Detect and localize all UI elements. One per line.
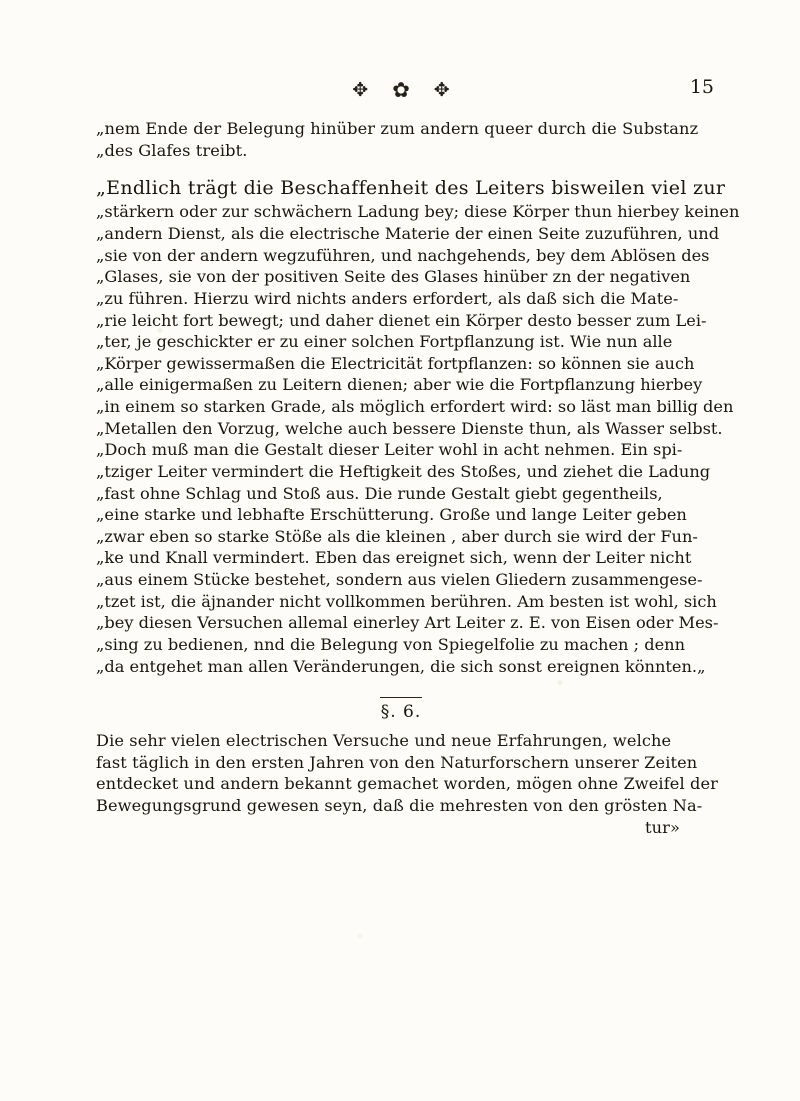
text-line: „des Glafes treibt. xyxy=(96,140,248,160)
text-line: „ke und Knall vermindert. Eben das ereignet sich, wenn der Leiter nicht xyxy=(96,548,692,568)
text-line: „Metallen den Vorzug, welche auch bessere Dienste thun, als Wasser selbst. xyxy=(96,418,723,438)
text-line: Bewegungsgrund gewesen seyn, daß die mehresten von den grösten Na- xyxy=(96,795,703,815)
closing-paragraph xyxy=(96,730,718,839)
text-line: „tziger Leiter vermindert die Heftigkeit des Stoßes, und ziehet die Ladung xyxy=(96,461,711,481)
ornament-right-icon: ✥ xyxy=(433,78,450,101)
top-paragraph xyxy=(96,118,706,161)
text-line: „nem Ende der Belegung hinüber zum andern queer durch die Substanz xyxy=(96,119,699,138)
text-line: „ter, je geschickter er zu einer solchen Fortpflanzung ist. Wie nun alle xyxy=(96,332,673,352)
text-line: „zu führen. Hierzu wird nichts anders erfordert, als daß sich die Mate- xyxy=(96,288,679,308)
text-line: „fast ohne Schlag und Stoß aus. Die runde Gestalt giebt gegentheils, xyxy=(96,483,663,503)
text-line: Die sehr vielen electrischen Versuche und neue Erfahrungen, welche xyxy=(96,731,672,751)
text-line: „andern Dienst, als die electrische Materie der einen Seite zuzuführen, und xyxy=(96,224,720,244)
text-line: „zwar eben so starke Stöße als die kleinen , aber durch sie wird der Fun- xyxy=(96,526,698,546)
text-line: „stärkern oder zur schwächern Ladung bey; diese Körper thun hierbey keinen xyxy=(96,202,740,222)
text-line: „aus einem Stücke bestehet, sondern aus vielen Gliedern zusammengese- xyxy=(96,570,703,590)
section-rule xyxy=(380,697,422,698)
text-line: „rie leicht fort bewegt; und daher dienet ein Körper desto besser zum Lei- xyxy=(96,310,707,330)
text-line: „tzet ist, die äjnander nicht vollkommen berühren. Am besten ist wohl, sich xyxy=(96,591,717,611)
ornament-center-icon: ✿ xyxy=(392,77,410,102)
text-line: „Doch muß man die Gestalt dieser Leiter wohl in acht nehmen. Ein spi- xyxy=(96,440,683,460)
text-line: „alle einigermaßen zu Leitern dienen; aber wie die Fortpflanzung hierbey xyxy=(96,375,703,395)
text-line: fast täglich in den ersten Jahren von den Naturforschern unserer Zeiten xyxy=(96,752,698,772)
page-content xyxy=(96,70,740,839)
text-line: „bey diesen Versuchen allemal einerley Art Leiter z. E. von Eisen oder Mes- xyxy=(96,613,719,633)
text-line: „sie von der andern wegzuführen, und nachgehends, bey dem Ablösen des xyxy=(96,245,710,265)
ornament-left-icon: ✥ xyxy=(352,78,369,101)
quote-heading-line: „Endlich trägt die Beschaffenheit des Leiters bisweilen viel zur xyxy=(96,177,726,200)
text-line: entdecket und andern bekannt gemachet worden, mögen ohne Zweifel der xyxy=(96,774,718,794)
catchword: tur» xyxy=(645,818,680,838)
text-line: „da entgehet man allen Veränderungen, die sich sonst ereignen könnten.„ xyxy=(96,656,706,676)
text-line: „in einem so starken Grade, als möglich erfordert wird: so läst man billig den xyxy=(96,397,734,417)
text-line: „Körper gewissermaßen die Electricität fortpflanzen: so können sie auch xyxy=(96,353,695,373)
text-line: „Glases, sie von der positiven Seite des Glases hinüber zn der negativen xyxy=(96,267,691,287)
section-number: §. 6. xyxy=(380,702,422,723)
text-line: „sing zu bedienen, nnd die Belegung von Spiegelfolie zu machen ; denn xyxy=(96,634,686,654)
page-header xyxy=(96,70,714,110)
section-mark xyxy=(96,697,706,722)
page-number: 15 xyxy=(689,76,714,98)
quoted-block xyxy=(96,176,740,677)
text-line: „eine starke und lebhafte Erschütterung. Große und lange Leiter geben xyxy=(96,505,687,525)
